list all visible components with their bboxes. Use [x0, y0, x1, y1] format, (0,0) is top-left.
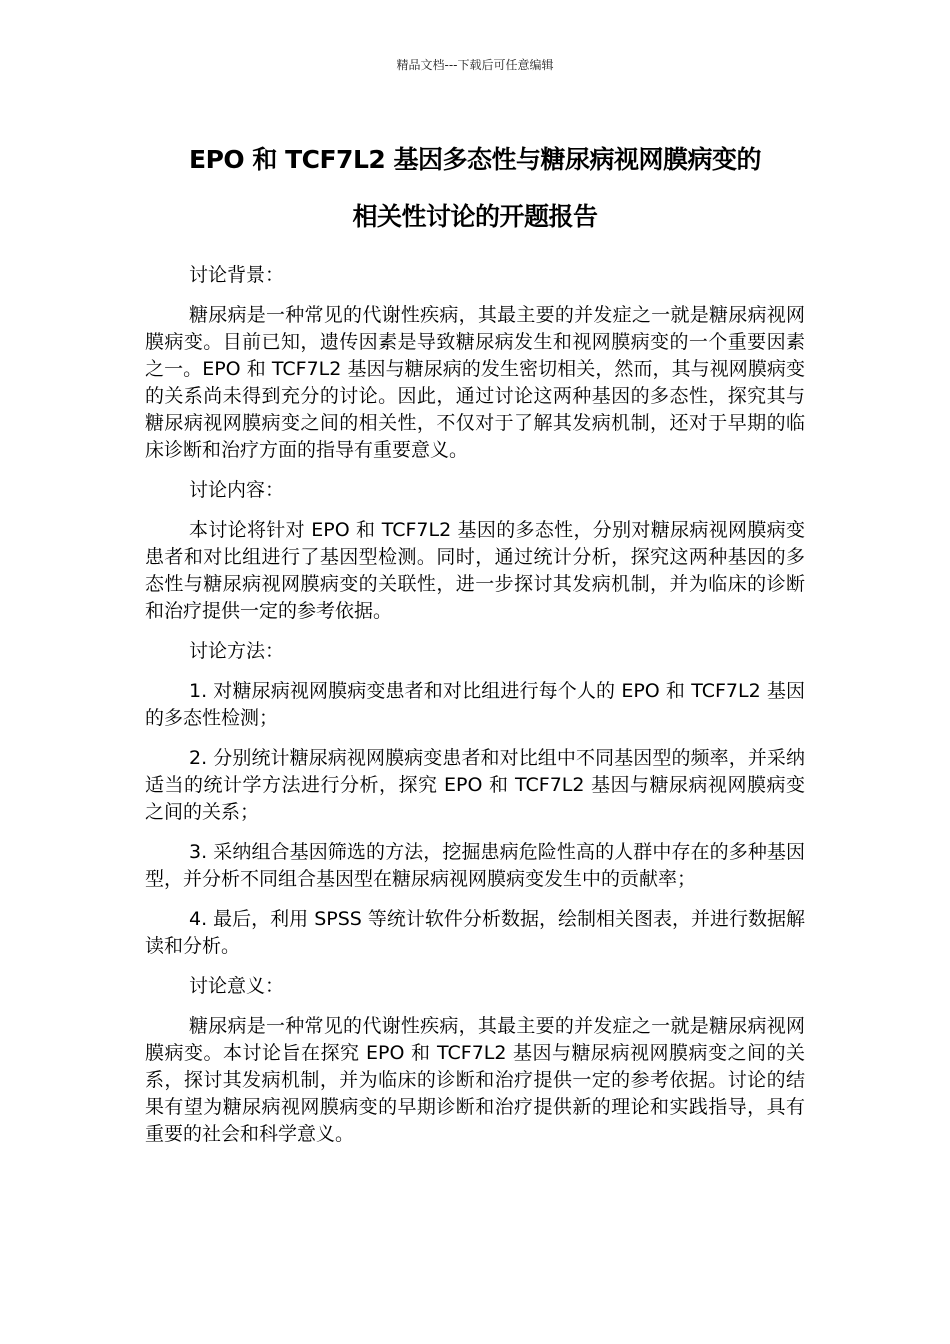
method-item: 4. 最后，利用 SPSS 等统计软件分析数据，绘制相关图表，并进行数据解读和分析。 — [145, 908, 805, 957]
method-item: 1. 对糖尿病视网膜病变患者和对比组进行每个人的 EPO 和 TCF7L2 基因的多态性检测； — [145, 680, 805, 729]
method-item: 2. 分别统计糖尿病视网膜病变患者和对比组中不同基因型的频率，并采纳适当的统计学方法进行分析，探究 EPO 和 TCF7L2 基因与糖尿病视网膜病变之间的关系； — [145, 747, 805, 823]
document-body — [145, 262, 805, 1161]
section-heading-significance: 讨论意义： — [189, 975, 285, 997]
content-paragraph: 本讨论将针对 EPO 和 TCF7L2 基因的多态性，分别对糖尿病视网膜病变患者和对比组进行了基因型检测。同时，通过统计分析，探究这两种基因的多态性与糖尿病视网膜病变的关联性，进一步探讨其发病机制，并为临床的诊断和治疗提供一定的参考依据。 — [145, 519, 805, 622]
method-item: 3. 采纳组合基因筛选的方法，挖掘患病危险性高的人群中存在的多种基因型，并分析不同组合基因型在糖尿病视网膜病变发生中的贡献率； — [145, 841, 805, 890]
document-title-line-2: 相关性讨论的开题报告 — [352, 202, 598, 231]
section-heading-background: 讨论背景： — [189, 264, 285, 286]
background-paragraph: 糖尿病是一种常见的代谢性疾病，其最主要的并发症之一就是糖尿病视网膜病变。目前已知，遗传因素是导致糖尿病发生和视网膜病变的一个重要因素之一。EPO 和 TCF7L2 基因与糖尿病的发生密切相关，然而，其与视网膜病变的关系尚未得到充分的讨论。因此，通过讨论这两种基因的多态性，探究其与糖尿病视网膜病变之间的相关性，不仅对于了解其发病机制，还对于早期的临床诊断和治疗方面的指导有重要意义。 — [145, 304, 805, 461]
section-heading-content: 讨论内容： — [189, 479, 285, 501]
document-title-line-1: EPO 和 TCF7L2 基因多态性与糖尿病视网膜病变的 — [189, 145, 761, 174]
significance-paragraph: 糖尿病是一种常见的代谢性疾病，其最主要的并发症之一就是糖尿病视网膜病变。本讨论旨在探究 EPO 和 TCF7L2 基因与糖尿病视网膜病变之间的关系，探讨其发病机制，并为临床的诊断和治疗提供一定的参考依据。讨论的结果有望为糖尿病视网膜病变的早期诊断和治疗提供新的理论和实践指导，具有重要的社会和科学意义。 — [145, 1015, 805, 1145]
page-header: 精品文档---下载后可任意编辑 — [396, 58, 554, 72]
section-heading-methods: 讨论方法： — [189, 640, 285, 662]
